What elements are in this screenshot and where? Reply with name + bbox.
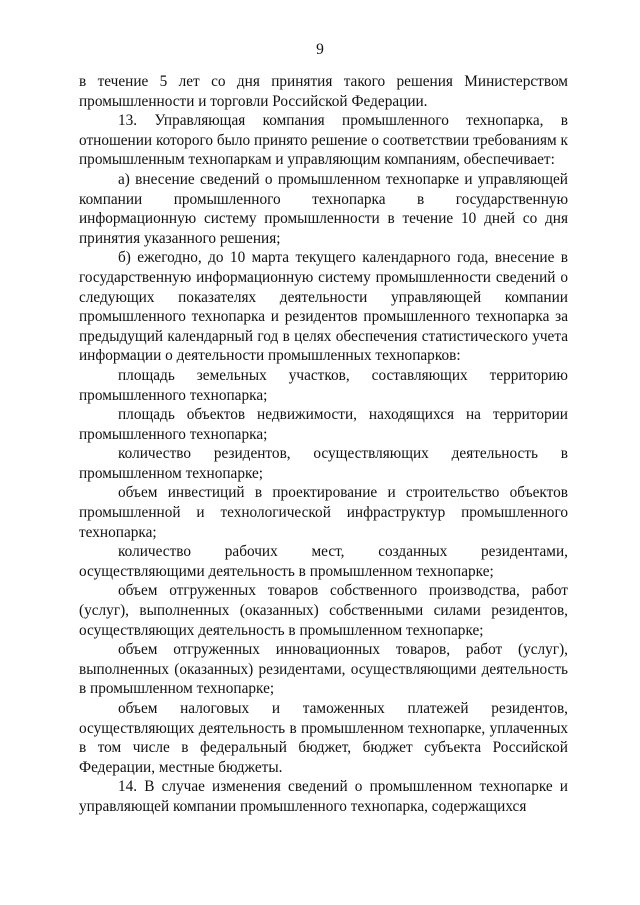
paragraph: б) ежегодно, до 10 марта текущего календарного года, внесение в государственную информационную систему промышленности сведений о следующих показателях деятельности управляющей компании промышленного технопарка и резидентов промышленного технопарка за предыдущий календарный год в целях обеспечения статистического учета информации о деятельности промышленных технопарков:	[79, 249, 568, 365]
paragraph: объем инвестиций в проектирование и строительство объектов промышленной и технологической инфраструктур промышленного технопарка;	[79, 484, 568, 541]
paragraph: объем отгруженных товаров собственного производства, работ (услуг), выполненных (оказанных) собственными силами резидентов, осуществляющих деятельность в промышленном технопарке;	[79, 582, 568, 639]
paragraph: 13. Управляющая компания промышленного технопарка, в отношении которого было принято решение о соответствии требованиям к промышленным технопаркам и управляющим компаниям, обеспечивает:	[79, 112, 568, 169]
paragraph: объем налоговых и таможенных платежей резидентов, осуществляющих деятельность в промышленном технопарке, уплаченных в том числе в федеральный бюджет, бюджет субъекта Российской Федерации, местные бюджеты.	[79, 700, 568, 776]
document-body	[79, 72, 568, 817]
paragraph: объем отгруженных инновационных товаров, работ (услуг), выполненных (оказанных) резидентами, осуществляющими деятельность в промышленном технопарке;	[79, 641, 568, 698]
page-number: 9	[316, 41, 324, 58]
paragraph: площадь земельных участков, составляющих территорию промышленного технопарка;	[79, 366, 568, 404]
paragraph: площадь объектов недвижимости, находящихся на территории промышленного технопарка;	[79, 406, 568, 443]
paragraph: количество резидентов, осуществляющих деятельность в промышленном технопарке;	[79, 445, 568, 482]
paragraph: 14. В случае изменения сведений о промышленном технопарке и управляющей компании промышленного технопарка, содержащихся	[79, 778, 568, 815]
paragraph: количество рабочих мест, созданных резидентами, осуществляющими деятельность в промышленном технопарке;	[79, 543, 568, 580]
paragraph: в течение 5 лет со дня принятия такого решения Министерством промышленности и торговли Российской Федерации.	[79, 73, 568, 110]
paragraph: а) внесение сведений о промышленном технопарке и управляющей компании промышленного технопарка в государственную информационную систему промышленности в течение 10 дней со дня принятия указанного решения;	[79, 170, 568, 247]
